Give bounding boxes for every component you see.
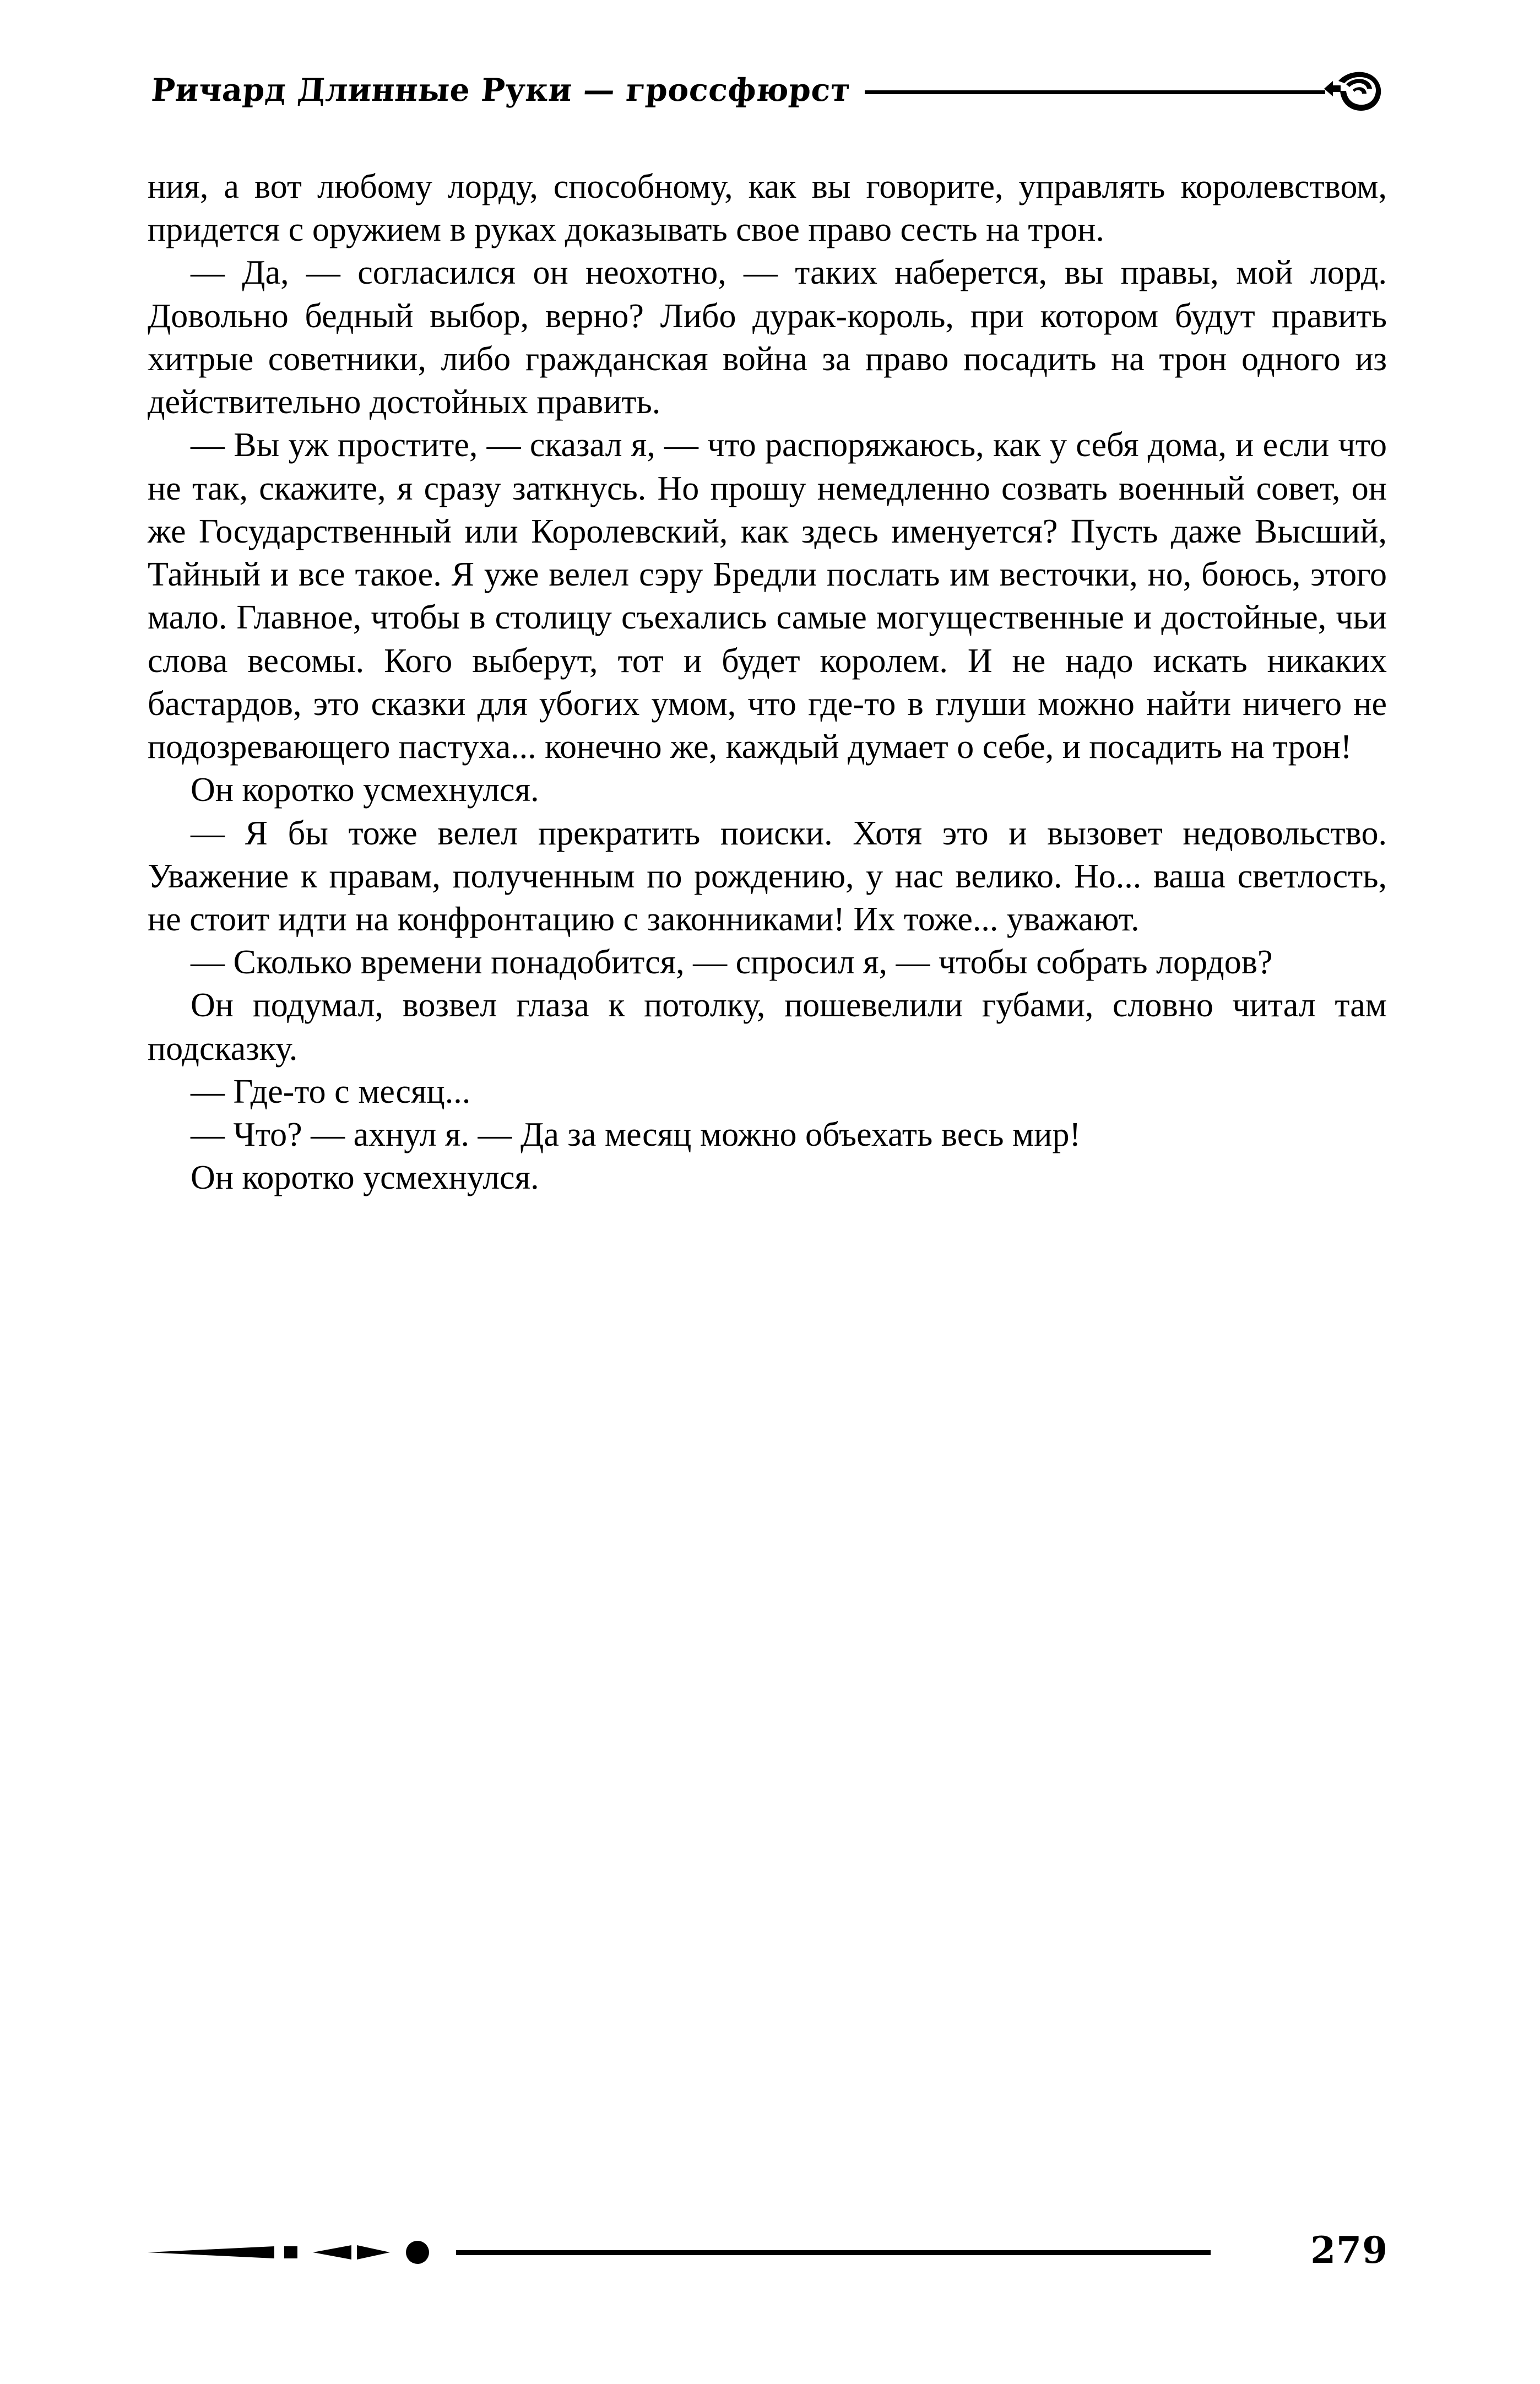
paragraph: — Вы уж простите, — сказал я, — что распоряжаюсь, как у себя дома, и если что не так, скажите, я сразу заткнусь. Но прошу немедленно созвать военный совет, он же Государственный или Королевский, как здесь именуется? Пусть даже Высший, Тайный и все такое. Я уже велел сэру Бредли послать им весточки, но, боюсь, этого мало. Главное, чтобы в столицу съехались самые могущественные и достойные, чьи слова весомы. Кого выберут, тот и будет королем. И не надо искать никаких бастардов, это сказки для убогих умом, что где-то в глуши можно найти ничего не подозревающего пастуха... конечно же, каждый думает о себе, и посадить на трон!	[148, 426, 1387, 766]
header-rule	[865, 90, 1325, 94]
footer-ornament	[148, 2240, 1211, 2265]
paragraph: — Сколько времени понадобится, — спросил я, — чтобы собрать лордов?	[191, 944, 1273, 982]
running-title: Ричард Длинные Руки — гроссфюрст	[150, 71, 852, 109]
page-header	[151, 59, 1388, 120]
paragraph: — Что? — ахнул я. — Да за месяц можно объехать весь мир!	[191, 1116, 1081, 1154]
paragraph: — Где-то с месяц...	[191, 1072, 471, 1110]
pointing-hand-icon	[1322, 64, 1388, 115]
page-footer	[148, 2229, 1388, 2295]
paragraph: Он коротко усмехнулся.	[191, 1159, 539, 1197]
paragraph: — Я бы тоже велел прекратить поиски. Хотя это и вызовет недовольство. Уважение к правам, полученным по рождению, у нас велико. Но... ваша светлость, не стоит идти на конфронтацию с законниками! Их тоже... уважают.	[148, 814, 1387, 938]
paragraph: — Да, — согласился он неохотно, — таких наберется, вы правы, мой лорд. Довольно бедный выбор, верно? Либо дурак-король, при котором будут править хитрые советники, либо гражданская война за право посадить на трон одного из действительно достойных править.	[148, 254, 1387, 421]
paragraph: ния, а вот любому лорду, способному, как вы говорите, управлять королевством, придется с оружием в руках доказывать свое право сесть на трон.	[148, 168, 1387, 249]
page-body	[148, 165, 1387, 1200]
paragraph: Он коротко усмехнулся.	[191, 771, 539, 809]
paragraph: Он подумал, возвел глаза к потолку, пошевелили губами, словно читал там подсказку.	[148, 987, 1387, 1068]
page-number: 279	[1310, 2229, 1388, 2272]
